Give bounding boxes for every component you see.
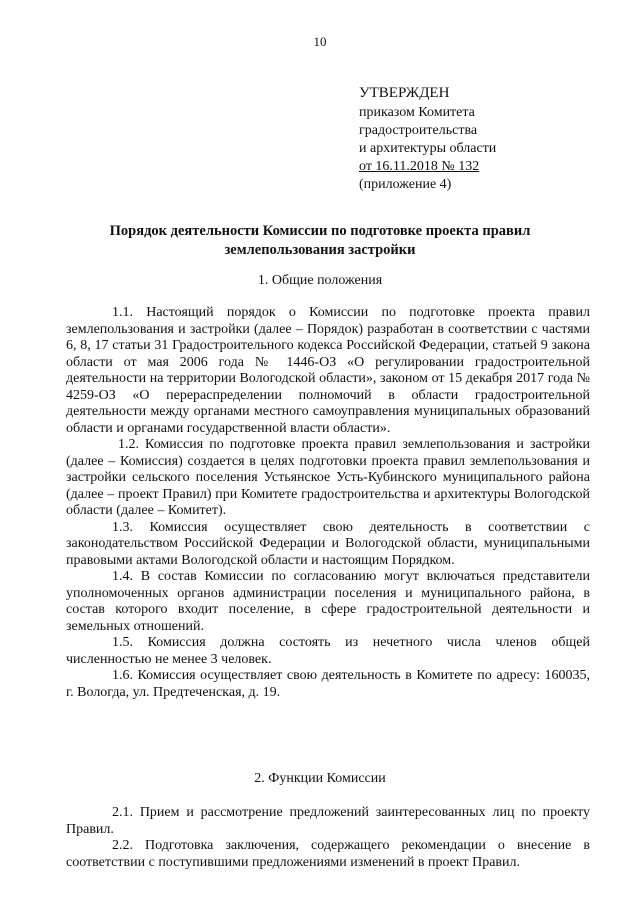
document-title-line: Порядок деятельности Комиссии по подготовке проекта правил: [109, 223, 531, 239]
approval-stamp: УТВЕРЖДЕН: [359, 85, 450, 101]
paragraph-2-2: 2.2. Подготовка заключения, содержащего рекомендации о внесение в соответствии с поступившими предложениями изменений в проект Правил.: [66, 838, 590, 870]
paragraph-1-4: 1.4. В состав Комиссии по согласованию могут включаться представители уполномоченных органов администрации поселения и муниципального района, в состав которого входит поселение, в сфере градостроительной деятельности и земельных отношений.: [66, 569, 590, 634]
paragraph-1-2: 1.2. Комиссия по подготовке проекта правил землепользования и застройки (далее – Комиссия) создается в целях подготовки проекта правил землепользования и застройки сельского поселения Устьянское Усть-Кубинского муниципального района (далее – проект Правил) при Комитете градостроительства и архитектуры Вологодской области (далее – Комитет).: [66, 437, 590, 518]
paragraph-1-3: 1.3. Комиссия осуществляет свою деятельность в соответствии с законодательством Российской Федерации и Вологодской области, муниципальными правовыми актами Вологодской области и настоящим Порядком.: [66, 519, 590, 568]
approval-block: [359, 84, 496, 194]
section-heading-functions: 2. Функции Комиссии: [254, 771, 386, 786]
approval-order-ref: от 16.11.2018 № 132: [359, 159, 480, 174]
approval-line: приказом Комитета: [359, 105, 475, 120]
approval-line: и архитектуры области: [359, 141, 497, 156]
document-title: [60, 222, 580, 260]
section-general-body: [66, 305, 590, 701]
document-title-line: землепользования застройки: [224, 242, 416, 258]
paragraph-1-1: 1.1. Настоящий порядок о Комиссии по подготовке проекта правил землепользования и застройки (далее – Порядок) разработан в соответствии с частями 6, 8, 17 статьи 31 Градостроительного кодекса Российской Федерации, статьей 9 закона области от мая 2006 года № 1446-ОЗ «О регулировании градостроительной деятельности на территории Вологодской области», законом от 15 декабря 2017 года № 4259-ОЗ «О перераспределении полномочий в области градостроительной деятельности между органами местного самоуправления муниципальных образований области и органами государственной власти области».: [66, 305, 590, 436]
section-functions-body: [66, 805, 590, 871]
paragraph-1-5: 1.5. Комиссия должна состоять из нечетного числа членов общей численностью не менее 3 человек.: [66, 635, 590, 667]
section-heading-general: 1. Общие положения: [257, 273, 383, 288]
paragraph-2-1: 2.1. Прием и рассмотрение предложений заинтересованных лиц по проекту Правил.: [66, 805, 590, 837]
approval-attachment: (приложение 4): [359, 177, 452, 192]
page-number: 10: [313, 34, 327, 49]
paragraph-1-6: 1.6. Комиссия осуществляет свою деятельность в Комитете по адресу: 160035, г. Вологда, ул. Предтеченская, д. 19.: [66, 668, 590, 700]
approval-line: градостроительства: [359, 123, 478, 138]
